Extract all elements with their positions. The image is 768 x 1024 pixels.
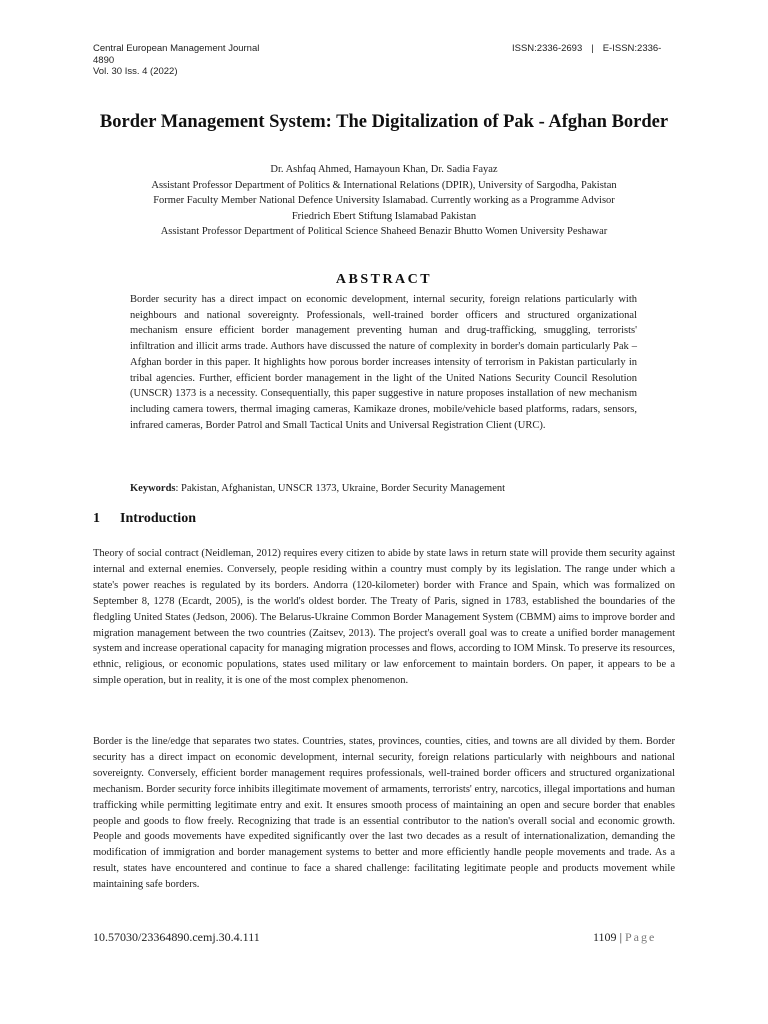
section-heading [93,511,196,527]
keywords-label: Keywords [130,483,176,494]
author-affiliation: Former Faculty Member National Defence University Islamabad. Currently working as a Programme Advisor [153,195,615,207]
footer-page [593,930,656,945]
paper-title: Border Management System: The Digitalization of Pak - Afghan Border [99,112,669,132]
keywords [130,481,637,496]
author-block [60,162,708,240]
page-number: 1109 [593,930,617,944]
issn-separator: | [591,43,594,54]
journal-issn-continuation: 4890 [93,54,115,66]
body-paragraph: Theory of social contract (Neidleman, 2012) requires every citizen to abide by state laws in return state will provide them security against internal and external enemies. Conversely, people residing within a country must comply by its legislation. The range under which a state's power reaches is regulated by its borders. Andorra (120-kilometer) border with France and Spain, which was formalized on September 8, 1278 (Ecardt, 2005), is the world's oldest border. The Treaty of Paris, signed in 1783, established the boundaries of the fledgling United States (Jedson, 2006). The Belarus-Ukraine Common Border Management System (CBMM) aims to improve border and migration management between the two countries (Zaitsev, 2013). The project's overall goal was to create a unified border management system and increase operational capacity for managing migration processes and flows, according to IOM Minsk. To preserve its resources, ethnic, religious, or economic populations, states used military or law enforcement to maintain borders. On paper, it appears to be a simple operation, but in reality, it is one of the most complex phenomenon. [93,548,675,687]
eissn: E-ISSN:2336- [602,43,662,54]
author-names: Dr. Ashfaq Ahmed, Hamayoun Khan, Dr. Sadia Fayaz [270,164,498,175]
section-number: 1 [93,511,100,526]
author-affiliation: Friedrich Ebert Stiftung Islamabad Pakistan [291,210,477,222]
journal-volume: Vol. 30 Iss. 4 (2022) [93,66,178,77]
keywords-list: : Pakistan, Afghanistan, UNSCR 1373, Ukraine, Border Security Management [175,483,506,494]
abstract-heading: ABSTRACT [335,272,433,287]
abstract-body: Border security has a direct impact on economic development, internal security, foreign relations particularly with neighbours and national sovereignty. Professionals, well-trained border officers and structured organizational mechanism ensure efficient border management preventing human and drug-trafficking, smuggling, terrorists' infiltration and illicit arms trade. Authors have discussed the nature of complexity in border's domain particularly Pak – Afghan border in this paper. It highlights how porous border increases intensity of terrorism in Pakistan particularly in tribal agencies. Further, efficient border management in the light of the United Nations Security Council Resolution (UNSCR) 1373 is a necessity. Consequentially, this paper suggestive in nature proposes installation of new mechanism including camera towers, thermal imaging cameras, Kamikaze drones, mobile/vehicle based platforms, radars, sensors, infrared cameras, Border Patrol and Small Tactical Units and Universal Registration Client (URC). [130,294,637,431]
page-separator: | [619,930,622,944]
author-affiliation: Assistant Professor Department of Politics & International Relations (DPIR), University of Sargodha, Pakistan [151,179,617,191]
author-affiliation: Assistant Professor Department of Political Science Shaheed Benazir Bhutto Women University Peshawar [160,226,608,238]
issn-header [512,43,661,55]
journal-name: Central European Management Journal [93,43,260,54]
issn: ISSN:2336-2693 [512,43,583,54]
journal-header [93,43,293,78]
page-label: Page [624,930,657,944]
body-paragraph: Border is the line/edge that separates two states. Countries, states, provinces, counties, cities, and towns are all divided by them. Border security has a direct impact on economic development, internal security, foreign relations particularly with neighbours and national sovereignty. Conversely, efficient border management requires professionals, well-trained border officers and structured organizational mechanism. Border security force inhibits illegitimate movement of armaments, terrorists' entry, narcotics, illegal importations and human trafficking while permitting legitimate entry and exit. It ensures smooth process of maintaining an open and secure border that enables people and goods to flow freely. Recognizing that trade is an essential contributor to the nation's overall social and economic growth. People and goods movements have expedited significantly over the last two decades as a result of internationalization, demanding the modification of immigration and border management systems to better and more efficiently handle people movements and trade. As a result, states have encountered and continue to face a shared challenge: facilitating legitimate people and products movement while maintaining safe borders. [93,736,675,891]
section-title: Introduction [120,511,196,526]
footer-doi: 10.57030/23364890.cemj.30.4.111 [93,930,260,944]
